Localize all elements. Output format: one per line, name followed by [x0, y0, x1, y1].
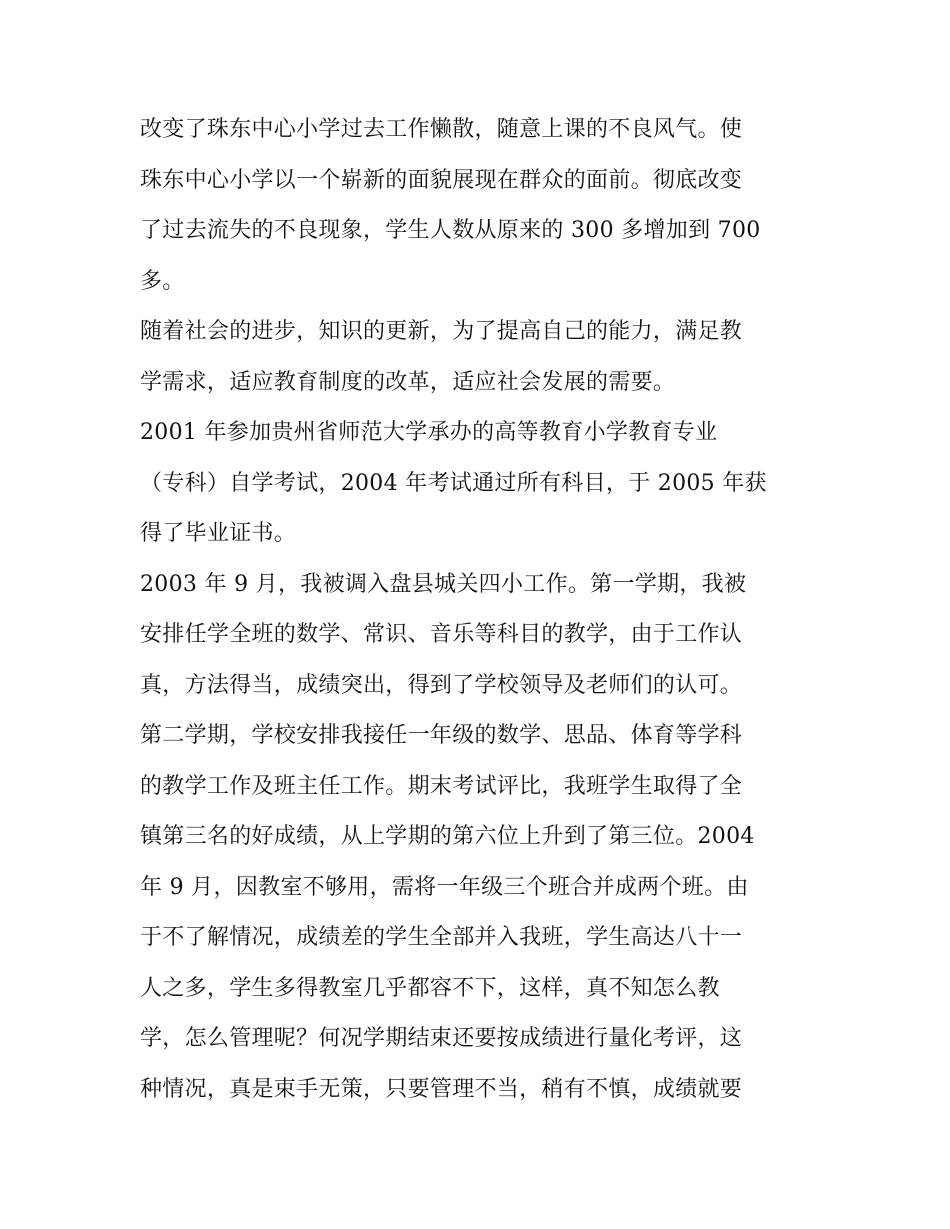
text-line-14: 的教学工作及班主任工作。期末考试评比，我班学生取得了全: [140, 773, 743, 799]
document-body: [140, 105, 820, 1115]
text-line-10: 2003 年 9 月，我被调入盘县城关四小工作。第一学期，我被: [140, 571, 747, 597]
text-line-20: 种情况，真是束手无策，只要管理不当，稍有不慎，成绩就要: [140, 1076, 743, 1102]
text-line-19: 学，怎么管理呢？何况学期结束还要按成绩进行量化考评，这: [140, 1026, 743, 1051]
text-line-11: 安排任学全班的数学、常识、音乐等科目的教学，由于工作认: [140, 622, 743, 647]
text-line-4: 多。: [140, 268, 185, 294]
text-line-18: 人之多，学生多得教室几乎都容不下，这样，真不知怎么教: [140, 975, 720, 1001]
text-line-1: 改变了珠东中心小学过去工作懒散，随意上课的不良风气。使: [140, 117, 743, 142]
text-line-6: 学需求，适应教育制度的改革，适应社会发展的需要。: [140, 369, 676, 395]
text-line-12: 真，方法得当，成绩突出，得到了学校领导及老师们的认可。: [140, 672, 743, 698]
text-line-9: 得了毕业证书。: [140, 521, 297, 546]
text-line-13: 第二学期，学校安排我接任一年级的数学、思品、体育等学科: [140, 723, 743, 748]
text-line-8: （专科）自学考试，2004 年考试通过所有科目，于 2005 年获: [140, 470, 767, 496]
text-line-5: 随着社会的进步，知识的更新，为了提高自己的能力，满足教: [140, 319, 743, 344]
text-line-7: 2001 年参加贵州省师范大学承办的高等教育小学教育专业: [140, 420, 718, 445]
text-line-16: 年 9 月，因教室不够用，需将一年级三个班合并成两个班。由: [140, 874, 749, 900]
text-line-2: 珠东中心小学以一个崭新的面貌展现在群众的面前。彻底改变: [140, 167, 743, 193]
text-line-15: 镇第三名的好成绩，从上学期的第六位上升到了第三位。2004: [140, 824, 755, 849]
text-line-3: 了过去流失的不良现象，学生人数从原来的 300 多增加到 700: [140, 218, 761, 243]
text-line-17: 于不了解情况，成绩差的学生全部并入我班，学生高达八十一: [140, 925, 743, 950]
